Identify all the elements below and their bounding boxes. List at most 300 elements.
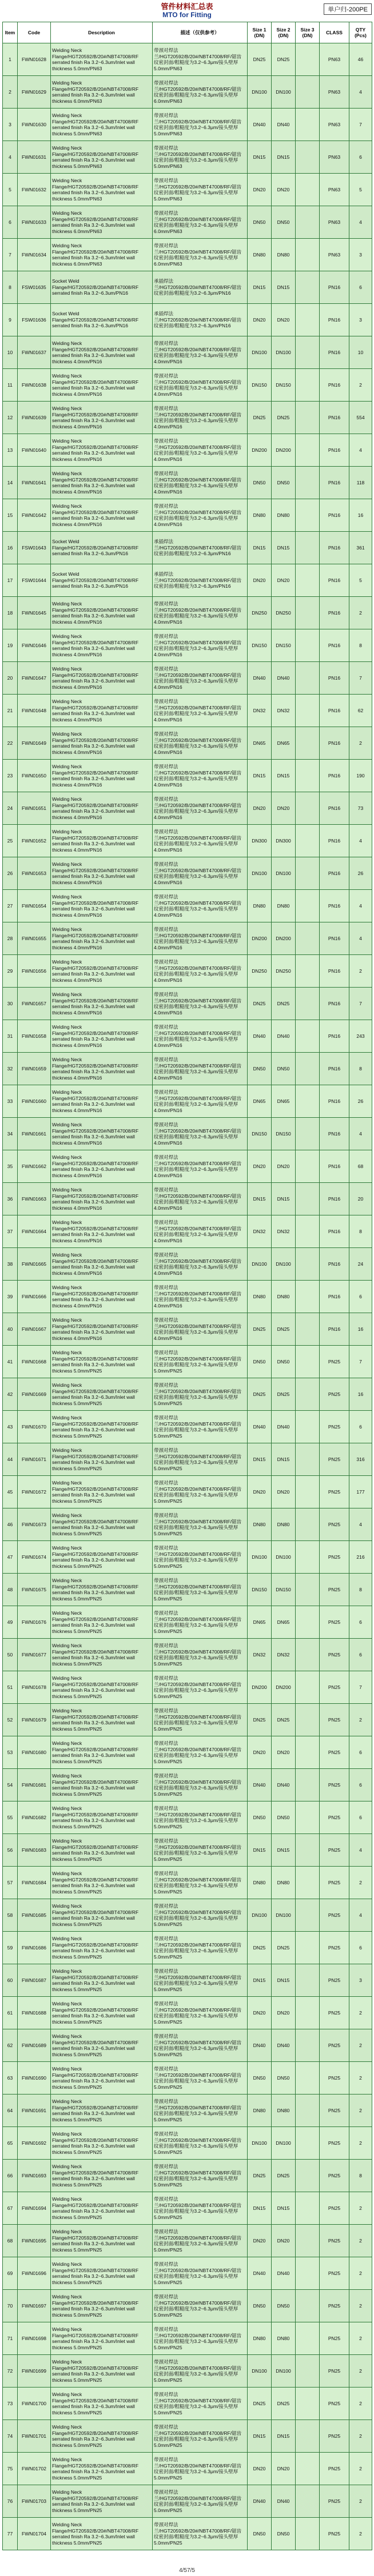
cell-qty: 7	[349, 109, 372, 141]
cell-description-en: Welding Neck Flange/HGT20592/B/20#/NBT47008/RF serrated finish Ra 3.2~6.3um/Inlet wall thickness 5.0mm/PN63	[51, 141, 153, 174]
cell-description-en: Welding Neck Flange/HGT20592/B/20#/NBT47008/RF serrated finish Ra 3.2~6.3um/Inlet wall thickness 5.0mm/PN25	[51, 2388, 153, 2420]
cell-size-3	[296, 1508, 320, 1541]
cell-description-cn: 带颈对焊法兰/HGT20592/B/20#/NBT47008/RF/锯齿纹密封面/粗糙度为3.2~6.3μm/接头壁厚5.0mm/PN25	[153, 2453, 248, 2485]
cell-size-1: DN20	[248, 304, 272, 336]
cell-description-en: Welding Neck Flange/HGT20592/B/20#/NBT47008/RF serrated finish Ra 3.2~6.3um/Inlet wall thickness 5.0mm/PN25	[51, 1997, 153, 2029]
header-description-cn: 描述（仅供参考）	[153, 22, 248, 43]
cell-description-cn: 带颈对焊法兰/HGT20592/B/20#/NBT47008/RF/锯齿纹密封面/粗糙度为3.2~6.3μm/接头壁厚5.0mm/PN25	[153, 1704, 248, 1736]
cell-size-3	[296, 662, 320, 695]
cell-class: PN25	[320, 1346, 349, 1378]
cell-description-cn: 带颈对焊法兰/HGT20592/B/20#/NBT47008/RF/锯齿纹密封面/粗糙度为3.2~6.3μm/接头壁厚4.0mm/PN16	[153, 369, 248, 402]
cell-item: 13	[3, 434, 18, 467]
cell-description-en: Welding Neck Flange/HGT20592/B/20#/NBT47008/RF serrated finish Ra 3.2~6.3um/Inlet wall thickness 5.0mm/PN25	[51, 1704, 153, 1736]
cell-qty: 2	[349, 2453, 372, 2485]
cell-qty: 216	[349, 1541, 372, 1574]
cell-size-1: DN150	[248, 629, 272, 662]
cell-description-cn: 带颈对焊法兰/HGT20592/B/20#/NBT47008/RF/锯齿纹密封面/粗糙度为3.2~6.3μm/接头壁厚4.0mm/PN16	[153, 890, 248, 922]
cell-item: 58	[3, 1899, 18, 1932]
cell-description-en: Welding Neck Flange/HGT20592/B/20#/NBT47008/RF serrated finish Ra 3.2~6.3um/Inlet wall thickness 4.0mm/PN16	[51, 434, 153, 467]
cell-size-2: DN15	[272, 271, 296, 304]
cell-item: 3	[3, 109, 18, 141]
cell-description-cn: 带颈对焊法兰/HGT20592/B/20#/NBT47008/RF/锯齿纹密封面/粗糙度为3.2~6.3μm/接头壁厚5.0mm/PN25	[153, 1639, 248, 1671]
cell-description-cn: 带颈对焊法兰/HGT20592/B/20#/NBT47008/RF/锯齿纹密封面/粗糙度为3.2~6.3μm/接头壁厚4.0mm/PN16	[153, 402, 248, 434]
cell-size-3	[296, 2062, 320, 2094]
cell-description-en: Welding Neck Flange/HGT20592/B/20#/NBT47008/RF serrated finish Ra 3.2~6.3um/Inlet wall thickness 4.0mm/PN16	[51, 695, 153, 727]
cell-description-en: Welding Neck Flange/HGT20592/B/20#/NBT47008/RF serrated finish Ra 3.2~6.3um/Inlet wall thickness 4.0mm/PN16	[51, 499, 153, 532]
cell-size-1: DN80	[248, 2094, 272, 2127]
table-row	[3, 955, 372, 988]
cell-description-en: Welding Neck Flange/HGT20592/B/20#/NBT47008/RF serrated finish Ra 3.2~6.3um/Inlet wall thickness 4.0mm/PN16	[51, 1118, 153, 1150]
cell-size-1: DN15	[248, 2192, 272, 2225]
cell-size-1: DN20	[248, 1736, 272, 1769]
cell-size-1: DN50	[248, 1346, 272, 1378]
cell-size-1: DN15	[248, 2420, 272, 2453]
cell-size-2: DN32	[272, 695, 296, 727]
table-row	[3, 1378, 372, 1411]
cell-item: 6	[3, 206, 18, 239]
cell-description-cn: 带颈对焊法兰/HGT20592/B/20#/NBT47008/RF/锯齿纹密封面/粗糙度为3.2~6.3μm/接头壁厚4.0mm/PN16	[153, 1085, 248, 1118]
cell-description-cn: 带颈对焊法兰/HGT20592/B/20#/NBT47008/RF/锯齿纹密封面/粗糙度为3.2~6.3μm/接头壁厚4.0mm/PN16	[153, 1313, 248, 1346]
cell-code: FWN01698	[18, 2322, 51, 2355]
cell-code: FWN01663	[18, 1183, 51, 1215]
cell-description-cn: 带颈对焊法兰/HGT20592/B/20#/NBT47008/RF/锯齿纹密封面/粗糙度为3.2~6.3μm/接头壁厚4.0mm/PN16	[153, 336, 248, 369]
cell-description-cn: 带颈对焊法兰/HGT20592/B/20#/NBT47008/RF/锯齿纹密封面/粗糙度为3.2~6.3μm/接头壁厚5.0mm/PN25	[153, 2388, 248, 2420]
cell-qty: 2	[349, 2420, 372, 2453]
cell-code: FWN01657	[18, 988, 51, 1020]
cell-code: FWN01628	[18, 43, 51, 76]
cell-size-3	[296, 2225, 320, 2257]
cell-class: PN16	[320, 564, 349, 597]
cell-code: FSW01644	[18, 564, 51, 597]
cell-qty: 7	[349, 1346, 372, 1378]
cell-qty: 6	[349, 1736, 372, 1769]
cell-size-3	[296, 2485, 320, 2518]
cell-description-cn: 带颈对焊法兰/HGT20592/B/20#/NBT47008/RF/锯齿纹密封面/粗糙度为3.2~6.3μm/接头壁厚5.0mm/PN25	[153, 1476, 248, 1508]
cell-class: PN63	[320, 76, 349, 109]
cell-size-2: DN15	[272, 2192, 296, 2225]
cell-qty: 2	[349, 727, 372, 760]
cell-item: 61	[3, 1997, 18, 2029]
cell-item: 28	[3, 922, 18, 955]
cell-code: FWN01665	[18, 1248, 51, 1281]
cell-item: 55	[3, 1801, 18, 1834]
cell-size-3	[296, 1671, 320, 1704]
cell-code: FWN01694	[18, 2192, 51, 2225]
cell-item: 69	[3, 2257, 18, 2290]
cell-size-2: DN20	[272, 304, 296, 336]
cell-size-3	[296, 1932, 320, 1964]
cell-size-2: DN65	[272, 1606, 296, 1639]
cell-size-3	[296, 1248, 320, 1281]
cell-description-en: Welding Neck Flange/HGT20592/B/20#/NBT47008/RF serrated finish Ra 3.2~6.3um/Inlet wall thickness 5.0mm/PN25	[51, 1671, 153, 1704]
cell-code: FWN01670	[18, 1411, 51, 1443]
cell-qty: 2	[349, 2094, 372, 2127]
cell-class: PN16	[320, 890, 349, 922]
cell-size-2: DN250	[272, 597, 296, 629]
cell-description-cn: 带颈对焊法兰/HGT20592/B/20#/NBT47008/RF/锯齿纹密封面/粗糙度为3.2~6.3μm/接头壁厚5.0mm/PN63	[153, 109, 248, 141]
cell-code: FWN01638	[18, 369, 51, 402]
cell-code: FWN01689	[18, 2029, 51, 2062]
cell-size-1: DN15	[248, 1183, 272, 1215]
table-row	[3, 1801, 372, 1834]
cell-size-2: DN80	[272, 1508, 296, 1541]
cell-class: PN25	[320, 1867, 349, 1899]
cell-size-2: DN150	[272, 629, 296, 662]
cell-size-3	[296, 1476, 320, 1508]
table-row	[3, 564, 372, 597]
cell-size-1: DN25	[248, 988, 272, 1020]
cell-size-3	[296, 890, 320, 922]
cell-description-cn: 带颈对焊法兰/HGT20592/B/20#/NBT47008/RF/锯齿纹密封面/粗糙度为3.2~6.3μm/接头壁厚5.0mm/PN25	[153, 2518, 248, 2550]
cell-class: PN25	[320, 1736, 349, 1769]
table-row	[3, 2453, 372, 2485]
cell-qty: 6	[349, 1281, 372, 1313]
cell-description-cn: 带颈对焊法兰/HGT20592/B/20#/NBT47008/RF/锯齿纹密封面/粗糙度为3.2~6.3μm/接头壁厚5.0mm/PN25	[153, 2485, 248, 2518]
cell-class: PN63	[320, 43, 349, 76]
cell-description-cn: 带颈对焊法兰/HGT20592/B/20#/NBT47008/RF/锯齿纹密封面/粗糙度为3.2~6.3μm/接头壁厚4.0mm/PN16	[153, 857, 248, 890]
cell-item: 25	[3, 825, 18, 857]
cell-code: FWN01702	[18, 2453, 51, 2485]
cell-class: PN16	[320, 727, 349, 760]
cell-item: 48	[3, 1574, 18, 1606]
cell-qty: 8	[349, 2160, 372, 2192]
cell-description-cn: 带颈对焊法兰/HGT20592/B/20#/NBT47008/RF/锯齿纹密封面/粗糙度为3.2~6.3μm/接头壁厚5.0mm/PN25	[153, 1346, 248, 1378]
header-qty: QTY (Pcs)	[349, 22, 372, 43]
cell-size-1: DN65	[248, 727, 272, 760]
cell-size-1: DN150	[248, 1574, 272, 1606]
cell-class: PN16	[320, 1085, 349, 1118]
cell-class: PN25	[320, 1508, 349, 1541]
cell-code: FSW01635	[18, 271, 51, 304]
cell-code: FWN01658	[18, 1020, 51, 1053]
cell-qty: 4	[349, 1834, 372, 1867]
cell-class: PN63	[320, 239, 349, 271]
cell-size-3	[296, 695, 320, 727]
cell-item: 10	[3, 336, 18, 369]
cell-code: FWN01634	[18, 239, 51, 271]
cell-item: 21	[3, 695, 18, 727]
table-row	[3, 2355, 372, 2388]
cell-size-1: DN32	[248, 695, 272, 727]
cell-size-2: DN25	[272, 1932, 296, 1964]
cell-code: FWN01685	[18, 1899, 51, 1932]
cell-description-en: Welding Neck Flange/HGT20592/B/20#/NBT47008/RF serrated finish Ra 3.2~6.3um/Inlet wall thickness 5.0mm/PN25	[51, 2485, 153, 2518]
table-row	[3, 2094, 372, 2127]
cell-code: FWN01672	[18, 1476, 51, 1508]
table-row	[3, 1313, 372, 1346]
cell-class: PN16	[320, 467, 349, 499]
cell-size-2: DN100	[272, 1541, 296, 1574]
table-row	[3, 890, 372, 922]
cell-size-1: DN100	[248, 1541, 272, 1574]
cell-description-en: Welding Neck Flange/HGT20592/B/20#/NBT47008/RF serrated finish Ra 3.2~6.3um/Inlet wall thickness 5.0mm/PN63	[51, 43, 153, 76]
cell-description-en: Welding Neck Flange/HGT20592/B/20#/NBT47008/RF serrated finish Ra 3.2~6.3um/Inlet wall thickness 4.0mm/PN16	[51, 1053, 153, 1085]
cell-code: FWN01703	[18, 2485, 51, 2518]
cell-code: FWN01669	[18, 1378, 51, 1411]
cell-class: PN16	[320, 1248, 349, 1281]
cell-description-cn: 带颈对焊法兰/HGT20592/B/20#/NBT47008/RF/锯齿纹密封面/粗糙度为3.2~6.3μm/接头壁厚4.0mm/PN16	[153, 727, 248, 760]
cell-size-1: DN80	[248, 239, 272, 271]
cell-class: PN25	[320, 1704, 349, 1736]
table-row	[3, 695, 372, 727]
cell-description-en: Welding Neck Flange/HGT20592/B/20#/NBT47008/RF serrated finish Ra 3.2~6.3um/Inlet wall thickness 4.0mm/PN16	[51, 922, 153, 955]
cell-qty: 4	[349, 206, 372, 239]
cell-description-en: Welding Neck Flange/HGT20592/B/20#/NBT47008/RF serrated finish Ra 3.2~6.3um/Inlet wall thickness 4.0mm/PN16	[51, 890, 153, 922]
cell-size-1: DN25	[248, 1378, 272, 1411]
cell-item: 24	[3, 792, 18, 825]
cell-size-2: DN100	[272, 2355, 296, 2388]
cell-description-en: Welding Neck Flange/HGT20592/B/20#/NBT47008/RF serrated finish Ra 3.2~6.3um/Inlet wall thickness 5.0mm/PN25	[51, 2453, 153, 2485]
cell-item: 15	[3, 499, 18, 532]
cell-qty: 4	[349, 825, 372, 857]
cell-size-2: DN40	[272, 109, 296, 141]
cell-item: 37	[3, 1215, 18, 1248]
cell-qty: 6	[349, 141, 372, 174]
cell-size-3	[296, 336, 320, 369]
cell-description-en: Welding Neck Flange/HGT20592/B/20#/NBT47008/RF serrated finish Ra 3.2~6.3um/Inlet wall thickness 4.0mm/PN16	[51, 1248, 153, 1281]
cell-qty: 4	[349, 434, 372, 467]
cell-class: PN25	[320, 2192, 349, 2225]
table-row	[3, 662, 372, 695]
cell-size-1: DN100	[248, 76, 272, 109]
cell-size-3	[296, 1997, 320, 2029]
cell-size-3	[296, 109, 320, 141]
cell-code: FWN01650	[18, 760, 51, 792]
cell-description-en: Welding Neck Flange/HGT20592/B/20#/NBT47008/RF serrated finish Ra 3.2~6.3um/Inlet wall thickness 4.0mm/PN16	[51, 955, 153, 988]
cell-class: PN25	[320, 1899, 349, 1932]
cell-qty: 6	[349, 271, 372, 304]
cell-description-cn: 带颈对焊法兰/HGT20592/B/20#/NBT47008/RF/锯齿纹密封面/粗糙度为3.2~6.3μm/接头壁厚4.0mm/PN16	[153, 1053, 248, 1085]
cell-description-cn: 带颈对焊法兰/HGT20592/B/20#/NBT47008/RF/锯齿纹密封面/粗糙度为3.2~6.3μm/接头壁厚5.0mm/PN25	[153, 1574, 248, 1606]
document-title	[0, 2, 374, 19]
cell-size-3	[296, 369, 320, 402]
cell-class: PN16	[320, 1150, 349, 1183]
cell-class: PN16	[320, 369, 349, 402]
cell-code: FWN01632	[18, 174, 51, 206]
cell-code: FSW01636	[18, 304, 51, 336]
cell-size-3	[296, 1150, 320, 1183]
cell-code: FWN01696	[18, 2257, 51, 2290]
cell-item: 22	[3, 727, 18, 760]
cell-size-2: DN20	[272, 2225, 296, 2257]
cell-size-2: DN50	[272, 1346, 296, 1378]
cell-size-2: DN80	[272, 2322, 296, 2355]
cell-size-1: DN40	[248, 2257, 272, 2290]
table-row	[3, 597, 372, 629]
cell-qty: 3	[349, 304, 372, 336]
cell-size-2: DN100	[272, 1899, 296, 1932]
table-row	[3, 2192, 372, 2225]
cell-item: 17	[3, 564, 18, 597]
cell-qty: 68	[349, 1150, 372, 1183]
cell-class: PN25	[320, 2029, 349, 2062]
cell-class: PN63	[320, 109, 349, 141]
cell-code: FWN01662	[18, 1150, 51, 1183]
cell-code: FWN01633	[18, 206, 51, 239]
cell-size-3	[296, 760, 320, 792]
cell-qty: 4	[349, 890, 372, 922]
cell-qty: 8	[349, 1574, 372, 1606]
cell-class: PN16	[320, 1020, 349, 1053]
table-row	[3, 1899, 372, 1932]
cell-item: 66	[3, 2160, 18, 2192]
cell-size-1: DN25	[248, 1932, 272, 1964]
cell-description-cn: 带颈对焊法兰/HGT20592/B/20#/NBT47008/RF/锯齿纹密封面/粗糙度为3.2~6.3μm/接头壁厚5.0mm/PN25	[153, 1541, 248, 1574]
cell-qty: 2	[349, 2355, 372, 2388]
cell-description-cn: 带颈对焊法兰/HGT20592/B/20#/NBT47008/RF/锯齿纹密封面/粗糙度为3.2~6.3μm/接头壁厚5.0mm/PN25	[153, 1443, 248, 1476]
cell-code: FWN01686	[18, 1932, 51, 1964]
cell-description-cn: 带颈对焊法兰/HGT20592/B/20#/NBT47008/RF/锯齿纹密封面/粗糙度为3.2~6.3μm/接头壁厚4.0mm/PN16	[153, 825, 248, 857]
cell-size-2: DN25	[272, 1704, 296, 1736]
cell-size-1: DN40	[248, 1020, 272, 1053]
cell-item: 77	[3, 2518, 18, 2550]
cell-description-cn: 带颈对焊法兰/HGT20592/B/20#/NBT47008/RF/锯齿纹密封面/粗糙度为3.2~6.3μm/接头壁厚5.0mm/PN63	[153, 43, 248, 76]
table-row	[3, 2290, 372, 2322]
cell-code: FWN01691	[18, 2094, 51, 2127]
cell-item: 68	[3, 2225, 18, 2257]
cell-item: 32	[3, 1053, 18, 1085]
cell-qty: 8	[349, 1215, 372, 1248]
cell-size-1: DN80	[248, 1867, 272, 1899]
cell-description-en: Welding Neck Flange/HGT20592/B/20#/NBT47008/RF serrated finish Ra 3.2~6.3um/Inlet wall thickness 4.0mm/PN16	[51, 857, 153, 890]
cell-size-2: DN32	[272, 1215, 296, 1248]
cell-description-en: Welding Neck Flange/HGT20592/B/20#/NBT47008/RF serrated finish Ra 3.2~6.3um/Inlet wall thickness 5.0mm/PN25	[51, 1769, 153, 1801]
cell-size-2: DN15	[272, 1964, 296, 1997]
cell-qty: 2	[349, 1867, 372, 1899]
cell-size-1: DN20	[248, 1476, 272, 1508]
cell-class: PN16	[320, 629, 349, 662]
table-row	[3, 271, 372, 304]
cell-code: FWN01651	[18, 792, 51, 825]
cell-item: 60	[3, 1964, 18, 1997]
cell-qty: 8	[349, 629, 372, 662]
cell-item: 49	[3, 1606, 18, 1639]
table-row	[3, 1020, 372, 1053]
cell-size-1: DN40	[248, 662, 272, 695]
cell-item: 9	[3, 304, 18, 336]
cell-size-1: DN20	[248, 2225, 272, 2257]
cell-qty: 2	[349, 2518, 372, 2550]
cell-size-2: DN80	[272, 499, 296, 532]
cell-size-2: DN25	[272, 1313, 296, 1346]
cell-size-2: DN25	[272, 2160, 296, 2192]
cell-qty: 16	[349, 499, 372, 532]
cell-item: 53	[3, 1736, 18, 1769]
cell-class: PN25	[320, 2453, 349, 2485]
cell-size-1: DN300	[248, 825, 272, 857]
cell-description-cn: 带颈对焊法兰/HGT20592/B/20#/NBT47008/RF/锯齿纹密封面/粗糙度为3.2~6.3μm/接头壁厚5.0mm/PN25	[153, 2160, 248, 2192]
cell-size-2: DN25	[272, 2388, 296, 2420]
cell-item: 64	[3, 2094, 18, 2127]
document-number: 单户归-200PE	[324, 3, 372, 15]
cell-description-cn: 带颈对焊法兰/HGT20592/B/20#/NBT47008/RF/锯齿纹密封面/粗糙度为3.2~6.3μm/接头壁厚4.0mm/PN16	[153, 499, 248, 532]
cell-code: FWN01641	[18, 467, 51, 499]
cell-size-2: DN15	[272, 2420, 296, 2453]
cell-description-en: Welding Neck Flange/HGT20592/B/20#/NBT47008/RF serrated finish Ra 3.2~6.3um/Inlet wall thickness 5.0mm/PN25	[51, 1867, 153, 1899]
cell-code: FWN01639	[18, 402, 51, 434]
cell-size-2: DN80	[272, 2094, 296, 2127]
cell-qty: 4	[349, 1508, 372, 1541]
cell-description-cn: 带颈对焊法兰/HGT20592/B/20#/NBT47008/RF/锯齿纹密封面/粗糙度为3.2~6.3μm/接头壁厚4.0mm/PN16	[153, 1183, 248, 1215]
cell-code: FWN01648	[18, 695, 51, 727]
cell-item: 56	[3, 1834, 18, 1867]
cell-qty: 4	[349, 1118, 372, 1150]
cell-description-cn: 带颈对焊法兰/HGT20592/B/20#/NBT47008/RF/锯齿纹密封面/粗糙度为3.2~6.3μm/接头壁厚5.0mm/PN25	[153, 2290, 248, 2322]
cell-qty: 8	[349, 1053, 372, 1085]
cell-description-en: Welding Neck Flange/HGT20592/B/20#/NBT47008/RF serrated finish Ra 3.2~6.3um/Inlet wall thickness 4.0mm/PN16	[51, 1085, 153, 1118]
cell-size-1: DN50	[248, 2518, 272, 2550]
cell-size-1: DN80	[248, 1281, 272, 1313]
cell-item: 29	[3, 955, 18, 988]
cell-description-en: Welding Neck Flange/HGT20592/B/20#/NBT47008/RF serrated finish Ra 3.2~6.3um/Inlet wall thickness 5.0mm/PN25	[51, 1834, 153, 1867]
cell-size-3	[296, 1964, 320, 1997]
table-row	[3, 2322, 372, 2355]
cell-description-en: Welding Neck Flange/HGT20592/B/20#/NBT47008/RF serrated finish Ra 3.2~6.3um/Inlet wall thickness 4.0mm/PN16	[51, 662, 153, 695]
cell-description-en: Welding Neck Flange/HGT20592/B/20#/NBT47008/RF serrated finish Ra 3.2~6.3um/Inlet wall thickness 6.0mm/PN63	[51, 239, 153, 271]
cell-size-3	[296, 2160, 320, 2192]
cell-code: FWN01671	[18, 1443, 51, 1476]
cell-size-3	[296, 1736, 320, 1769]
cell-size-3	[296, 271, 320, 304]
cell-item: 46	[3, 1508, 18, 1541]
cell-qty: 6	[349, 1769, 372, 1801]
cell-size-3	[296, 1899, 320, 1932]
cell-size-3	[296, 1639, 320, 1671]
cell-size-3	[296, 2420, 320, 2453]
cell-qty: 177	[349, 1476, 372, 1508]
title-chinese: 管件材料汇总表	[161, 2, 213, 11]
cell-qty: 7	[349, 988, 372, 1020]
cell-description-cn: 带颈对焊法兰/HGT20592/B/20#/NBT47008/RF/锯齿纹密封面/粗糙度为3.2~6.3μm/接头壁厚4.0mm/PN16	[153, 629, 248, 662]
cell-description-cn: 带颈对焊法兰/HGT20592/B/20#/NBT47008/RF/锯齿纹密封面/粗糙度为3.2~6.3μm/接头壁厚5.0mm/PN25	[153, 2355, 248, 2388]
cell-qty: 2	[349, 597, 372, 629]
cell-code: FWN01682	[18, 1801, 51, 1834]
table-row	[3, 109, 372, 141]
cell-size-3	[296, 2290, 320, 2322]
cell-qty: 2	[349, 2290, 372, 2322]
cell-qty: 26	[349, 857, 372, 890]
cell-description-cn: 带颈对焊法兰/HGT20592/B/20#/NBT47008/RF/锯齿纹密封面/粗糙度为3.2~6.3μm/接头壁厚4.0mm/PN16	[153, 1215, 248, 1248]
table-row	[3, 1215, 372, 1248]
cell-size-1: DN100	[248, 2355, 272, 2388]
cell-description-en: Welding Neck Flange/HGT20592/B/20#/NBT47008/RF serrated finish Ra 3.2~6.3um/Inlet wall thickness 5.0mm/PN25	[51, 1964, 153, 1997]
cell-description-cn: 带颈对焊法兰/HGT20592/B/20#/NBT47008/RF/锯齿纹密封面/粗糙度为3.2~6.3μm/接头壁厚5.0mm/PN25	[153, 2127, 248, 2160]
cell-size-2: DN250	[272, 955, 296, 988]
cell-size-1: DN32	[248, 1215, 272, 1248]
cell-description-en: Welding Neck Flange/HGT20592/B/20#/NBT47008/RF serrated finish Ra 3.2~6.3um/Inlet wall thickness 5.0mm/PN25	[51, 1443, 153, 1476]
cell-class: PN25	[320, 2388, 349, 2420]
cell-code: FWN01640	[18, 434, 51, 467]
table-row	[3, 174, 372, 206]
cell-size-3	[296, 467, 320, 499]
cell-description-cn: 带颈对焊法兰/HGT20592/B/20#/NBT47008/RF/锯齿纹密封面/粗糙度为3.2~6.3μm/接头壁厚4.0mm/PN16	[153, 760, 248, 792]
cell-size-1: DN25	[248, 1704, 272, 1736]
table-row	[3, 1443, 372, 1476]
cell-description-en: Welding Neck Flange/HGT20592/B/20#/NBT47008/RF serrated finish Ra 3.2~6.3um/Inlet wall thickness 4.0mm/PN16	[51, 727, 153, 760]
cell-class: PN16	[320, 1053, 349, 1085]
table-row	[3, 532, 372, 564]
cell-item: 75	[3, 2453, 18, 2485]
cell-size-3	[296, 597, 320, 629]
cell-qty: 190	[349, 760, 372, 792]
cell-description-cn: 带颈对焊法兰/HGT20592/B/20#/NBT47008/RF/锯齿纹密封面/粗糙度为3.2~6.3μm/接头壁厚5.0mm/PN25	[153, 1508, 248, 1541]
cell-item: 44	[3, 1443, 18, 1476]
cell-size-3	[296, 239, 320, 271]
cell-size-1: DN80	[248, 2322, 272, 2355]
cell-description-cn: 带颈对焊法兰/HGT20592/B/20#/NBT47008/RF/锯齿纹密封面/粗糙度为3.2~6.3μm/接头壁厚5.0mm/PN25	[153, 1736, 248, 1769]
cell-description-cn: 带颈对焊法兰/HGT20592/B/20#/NBT47008/RF/锯齿纹密封面/粗糙度为3.2~6.3μm/接头壁厚5.0mm/PN25	[153, 1997, 248, 2029]
cell-qty: 316	[349, 1443, 372, 1476]
